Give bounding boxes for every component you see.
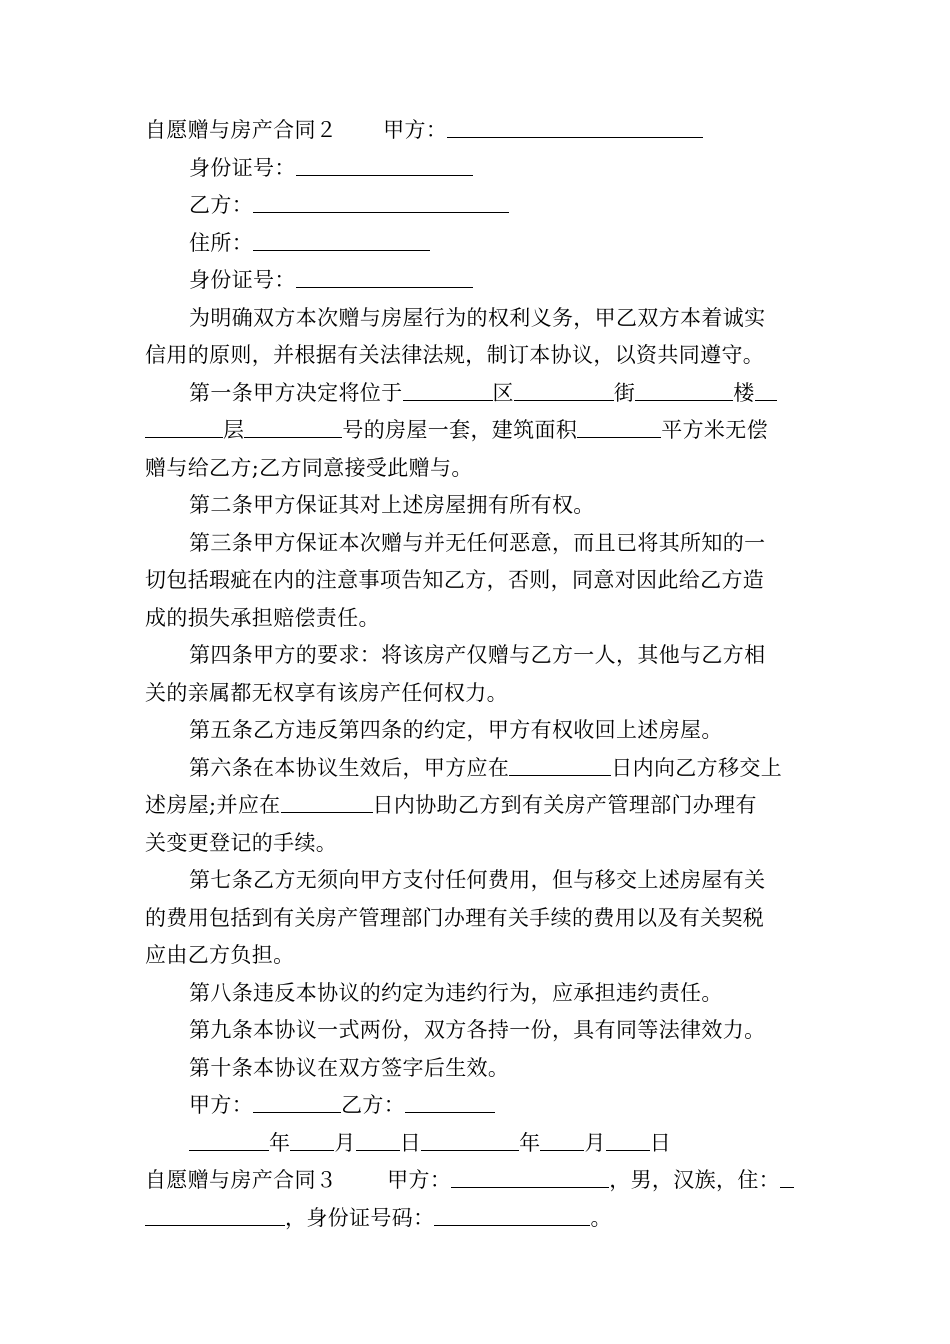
signature-party-b-blank[interactable] — [405, 1092, 495, 1113]
article-9: 第九条本协议一式两份，双方各持一份，具有同等法律效力。 — [189, 1018, 766, 1042]
intro-line-2: 信用的原则，并根据有关法律法规，制订本协议，以资共同遵守。 — [145, 343, 765, 367]
area-blank[interactable] — [577, 417, 661, 438]
section3-party-a-blank[interactable] — [451, 1167, 609, 1188]
day-label-b: 日 — [649, 1130, 672, 1155]
section3-title: 自愿赠与房产合同３ — [145, 1168, 338, 1192]
day-blank-a[interactable] — [356, 1130, 400, 1151]
party-b-line — [145, 187, 807, 225]
id-number-line-2 — [145, 262, 807, 300]
article-1-text: 第一条甲方决定将位于 — [189, 380, 403, 405]
section3-end-mark: 。 — [590, 1205, 612, 1230]
article-10: 第十条本协议在双方签字后生效。 — [189, 1055, 510, 1080]
month-label-b: 月 — [584, 1130, 606, 1155]
district-label: 区 — [492, 380, 514, 405]
article-6-text-a: 第六条在本协议生效后，甲方应在 — [189, 755, 510, 780]
registration-days-blank[interactable] — [281, 792, 373, 813]
article-7-line-2: 的费用包括到有关房产管理部门办理有关手续的费用以及有关契税 — [145, 905, 765, 930]
article-6-text-d: 日内协助乙方到有关房产管理部门办理有 — [372, 793, 757, 817]
address-blank[interactable] — [253, 230, 430, 251]
id-number-line — [145, 150, 807, 188]
month-label-a: 月 — [334, 1130, 356, 1155]
article-4-line-1: 第四条甲方的要求：将该房产仅赠与乙方一人，其他与乙方相 — [189, 643, 766, 667]
intro-line-1: 为明确双方本次赠与房屋行为的权利义务，甲乙双方本着诚实 — [189, 305, 766, 330]
signature-party-b-label: 乙方： — [341, 1093, 406, 1117]
article-1-line-1 — [145, 375, 807, 413]
year-label-a: 年 — [269, 1130, 291, 1155]
year-blank-b[interactable] — [421, 1130, 519, 1151]
signature-party-a-blank[interactable] — [253, 1092, 341, 1113]
address-label: 住所： — [189, 230, 254, 255]
article-7-line-1: 第七条乙方无须向甲方支付任何费用，但与移交上述房屋有关 — [189, 868, 766, 892]
section3-line-2 — [145, 1200, 807, 1238]
article-8: 第八条违反本协议的约定为违约行为，应承担违约责任。 — [189, 980, 723, 1005]
party-b-label: 乙方： — [189, 193, 254, 217]
floor-label: 层 — [223, 418, 245, 442]
section3-party-a-label: 甲方： — [387, 1168, 452, 1192]
article-1-line-2 — [145, 412, 807, 450]
article-6-line-3: 关变更登记的手续。 — [145, 830, 338, 855]
building-blank-tail[interactable] — [755, 380, 777, 401]
day-label-a: 日 — [399, 1130, 422, 1155]
handover-days-blank[interactable] — [509, 755, 611, 776]
section2-title: 自愿赠与房产合同２ — [145, 118, 338, 142]
article-5: 第五条乙方违反第四条的约定，甲方有权收回上述房屋。 — [189, 718, 723, 742]
article-3-line-3: 成的损失承担赔偿责任。 — [145, 605, 380, 630]
article-7-line-3: 应由乙方负担。 — [145, 943, 295, 967]
street-label: 街 — [613, 380, 636, 405]
id-number-label-2: 身份证号： — [189, 268, 296, 292]
article-6-line-1 — [145, 750, 807, 788]
address-line — [145, 225, 807, 263]
party-a-blank[interactable] — [447, 117, 703, 138]
id-number-blank[interactable] — [296, 155, 473, 176]
article-1-line-3: 赠与给乙方;乙方同意接受此赠与。 — [145, 455, 473, 480]
section3-header-line — [145, 1162, 807, 1200]
number-label: 号的房屋一套，建筑面积 — [342, 418, 578, 442]
contract-page — [145, 112, 807, 1237]
date-line — [145, 1125, 807, 1163]
signature-party-a-label: 甲方： — [189, 1093, 254, 1117]
section3-id-blank[interactable] — [434, 1205, 590, 1226]
article-6-text-b: 日内向乙方移交上 — [611, 755, 783, 780]
id-number-label: 身份证号： — [189, 155, 296, 180]
section2-header-line — [145, 112, 807, 150]
article-6-text-c: 述房屋;并应在 — [145, 793, 281, 817]
street-blank[interactable] — [514, 380, 614, 401]
floor-blank[interactable] — [145, 417, 223, 438]
month-blank-a[interactable] — [290, 1130, 334, 1151]
year-label-b: 年 — [519, 1130, 541, 1155]
article-3-line-2: 切包括瑕疵在内的注意事项告知乙方，否则，同意对因此给乙方造 — [145, 568, 765, 592]
article-2: 第二条甲方保证其对上述房屋拥有所有权。 — [189, 493, 595, 517]
party-a-label: 甲方： — [383, 118, 448, 142]
signature-line — [145, 1087, 807, 1125]
number-blank[interactable] — [244, 417, 342, 438]
article-4-line-2: 关的亲属都无权享有该房产任何权力。 — [145, 680, 508, 705]
section3-address-blank-head[interactable] — [780, 1167, 794, 1188]
id-number-blank-2[interactable] — [296, 267, 473, 288]
section3-id-label: ，身份证号码： — [285, 1205, 435, 1230]
article-3-line-1: 第三条甲方保证本次赠与并无任何恶意，而且已将其所知的一 — [189, 530, 766, 555]
section3-address-blank[interactable] — [145, 1205, 285, 1226]
section3-gender-text: ，男，汉族，住： — [609, 1168, 781, 1192]
building-label: 楼 — [733, 380, 755, 405]
party-b-blank[interactable] — [253, 192, 509, 213]
area-label: 平方米无偿 — [661, 418, 768, 442]
building-blank[interactable] — [635, 380, 733, 401]
district-blank[interactable] — [403, 380, 493, 401]
month-blank-b[interactable] — [540, 1130, 584, 1151]
day-blank-b[interactable] — [606, 1130, 650, 1151]
year-blank-a[interactable] — [189, 1130, 269, 1151]
article-6-line-2 — [145, 787, 807, 825]
